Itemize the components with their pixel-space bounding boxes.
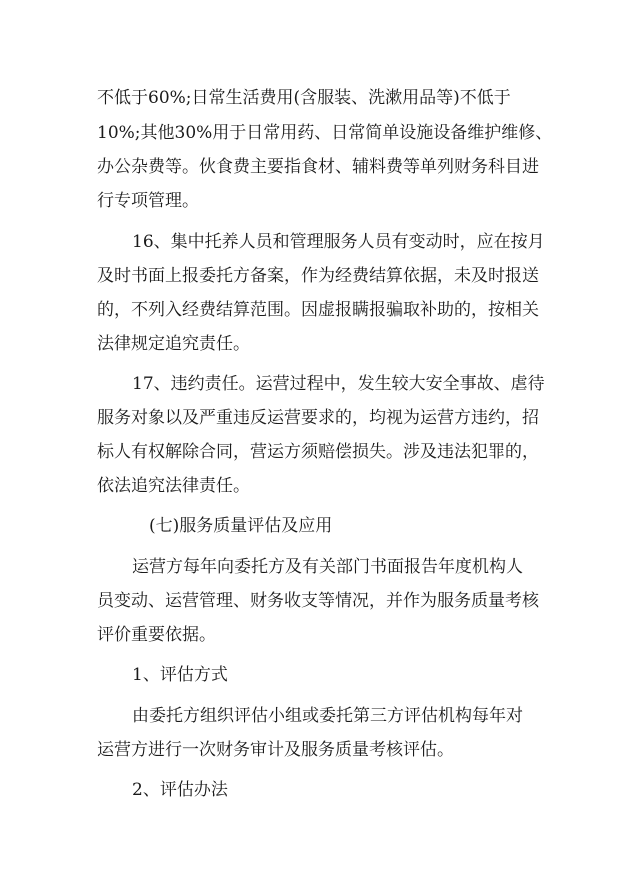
paragraph-expense-line-1: 不低于60%;日常生活费用(含服装、洗漱用品等)不低于 — [97, 88, 511, 108]
method-paragraph-line-1: 由委托方组织评估小组或委托第三方评估机构每年对 — [132, 706, 523, 726]
item-17-line-4: 依法追究法律责任。 — [97, 476, 250, 496]
method-paragraph-line-2: 运营方进行一次财务审计及服务质量考核评估。 — [97, 740, 454, 760]
paragraph-expense-line-3: 办公杂费等。伙食费主要指食材、辅料费等单列财务科目进 — [97, 157, 539, 177]
item-16-line-1: 16、集中托养人员和管理服务人员有变动时，应在按月 — [132, 232, 545, 252]
item-17-line-1: 17、违约责任。运营过程中，发生较大安全事故、虐待 — [132, 374, 545, 394]
item-16-line-3: 的，不列入经费结算范围。因虚报瞒报骗取补助的，按相关 — [97, 300, 539, 320]
report-paragraph-line-1: 运营方每年向委托方及有关部门书面报告年度机构人 — [132, 557, 523, 577]
subheading-evaluation-method: 1、评估方式 — [132, 665, 228, 685]
item-16-line-2: 及时书面上报委托方备案，作为经费结算依据，未及时报送 — [97, 266, 539, 286]
item-17-line-3: 标人有权解除合同，营运方须赔偿损失。涉及违法犯罪的， — [97, 442, 539, 462]
paragraph-expense-line-2: 10%;其他30%用于日常用药、日常简单设施设备维护维修、 — [97, 123, 553, 143]
report-paragraph-line-3: 评价重要依据。 — [97, 625, 216, 645]
section-heading-7: (七)服务质量评估及应用 — [149, 516, 333, 536]
paragraph-expense-line-4: 行专项管理。 — [97, 191, 199, 211]
report-paragraph-line-2: 员变动、运营管理、财务收支等情况，并作为服务质量考核 — [97, 591, 539, 611]
subheading-evaluation-procedure: 2、评估办法 — [132, 780, 228, 800]
item-16-line-4: 法律规定追究责任。 — [97, 334, 250, 354]
item-17-line-2: 服务对象以及严重违反运营要求的，均视为运营方违约，招 — [97, 408, 539, 428]
